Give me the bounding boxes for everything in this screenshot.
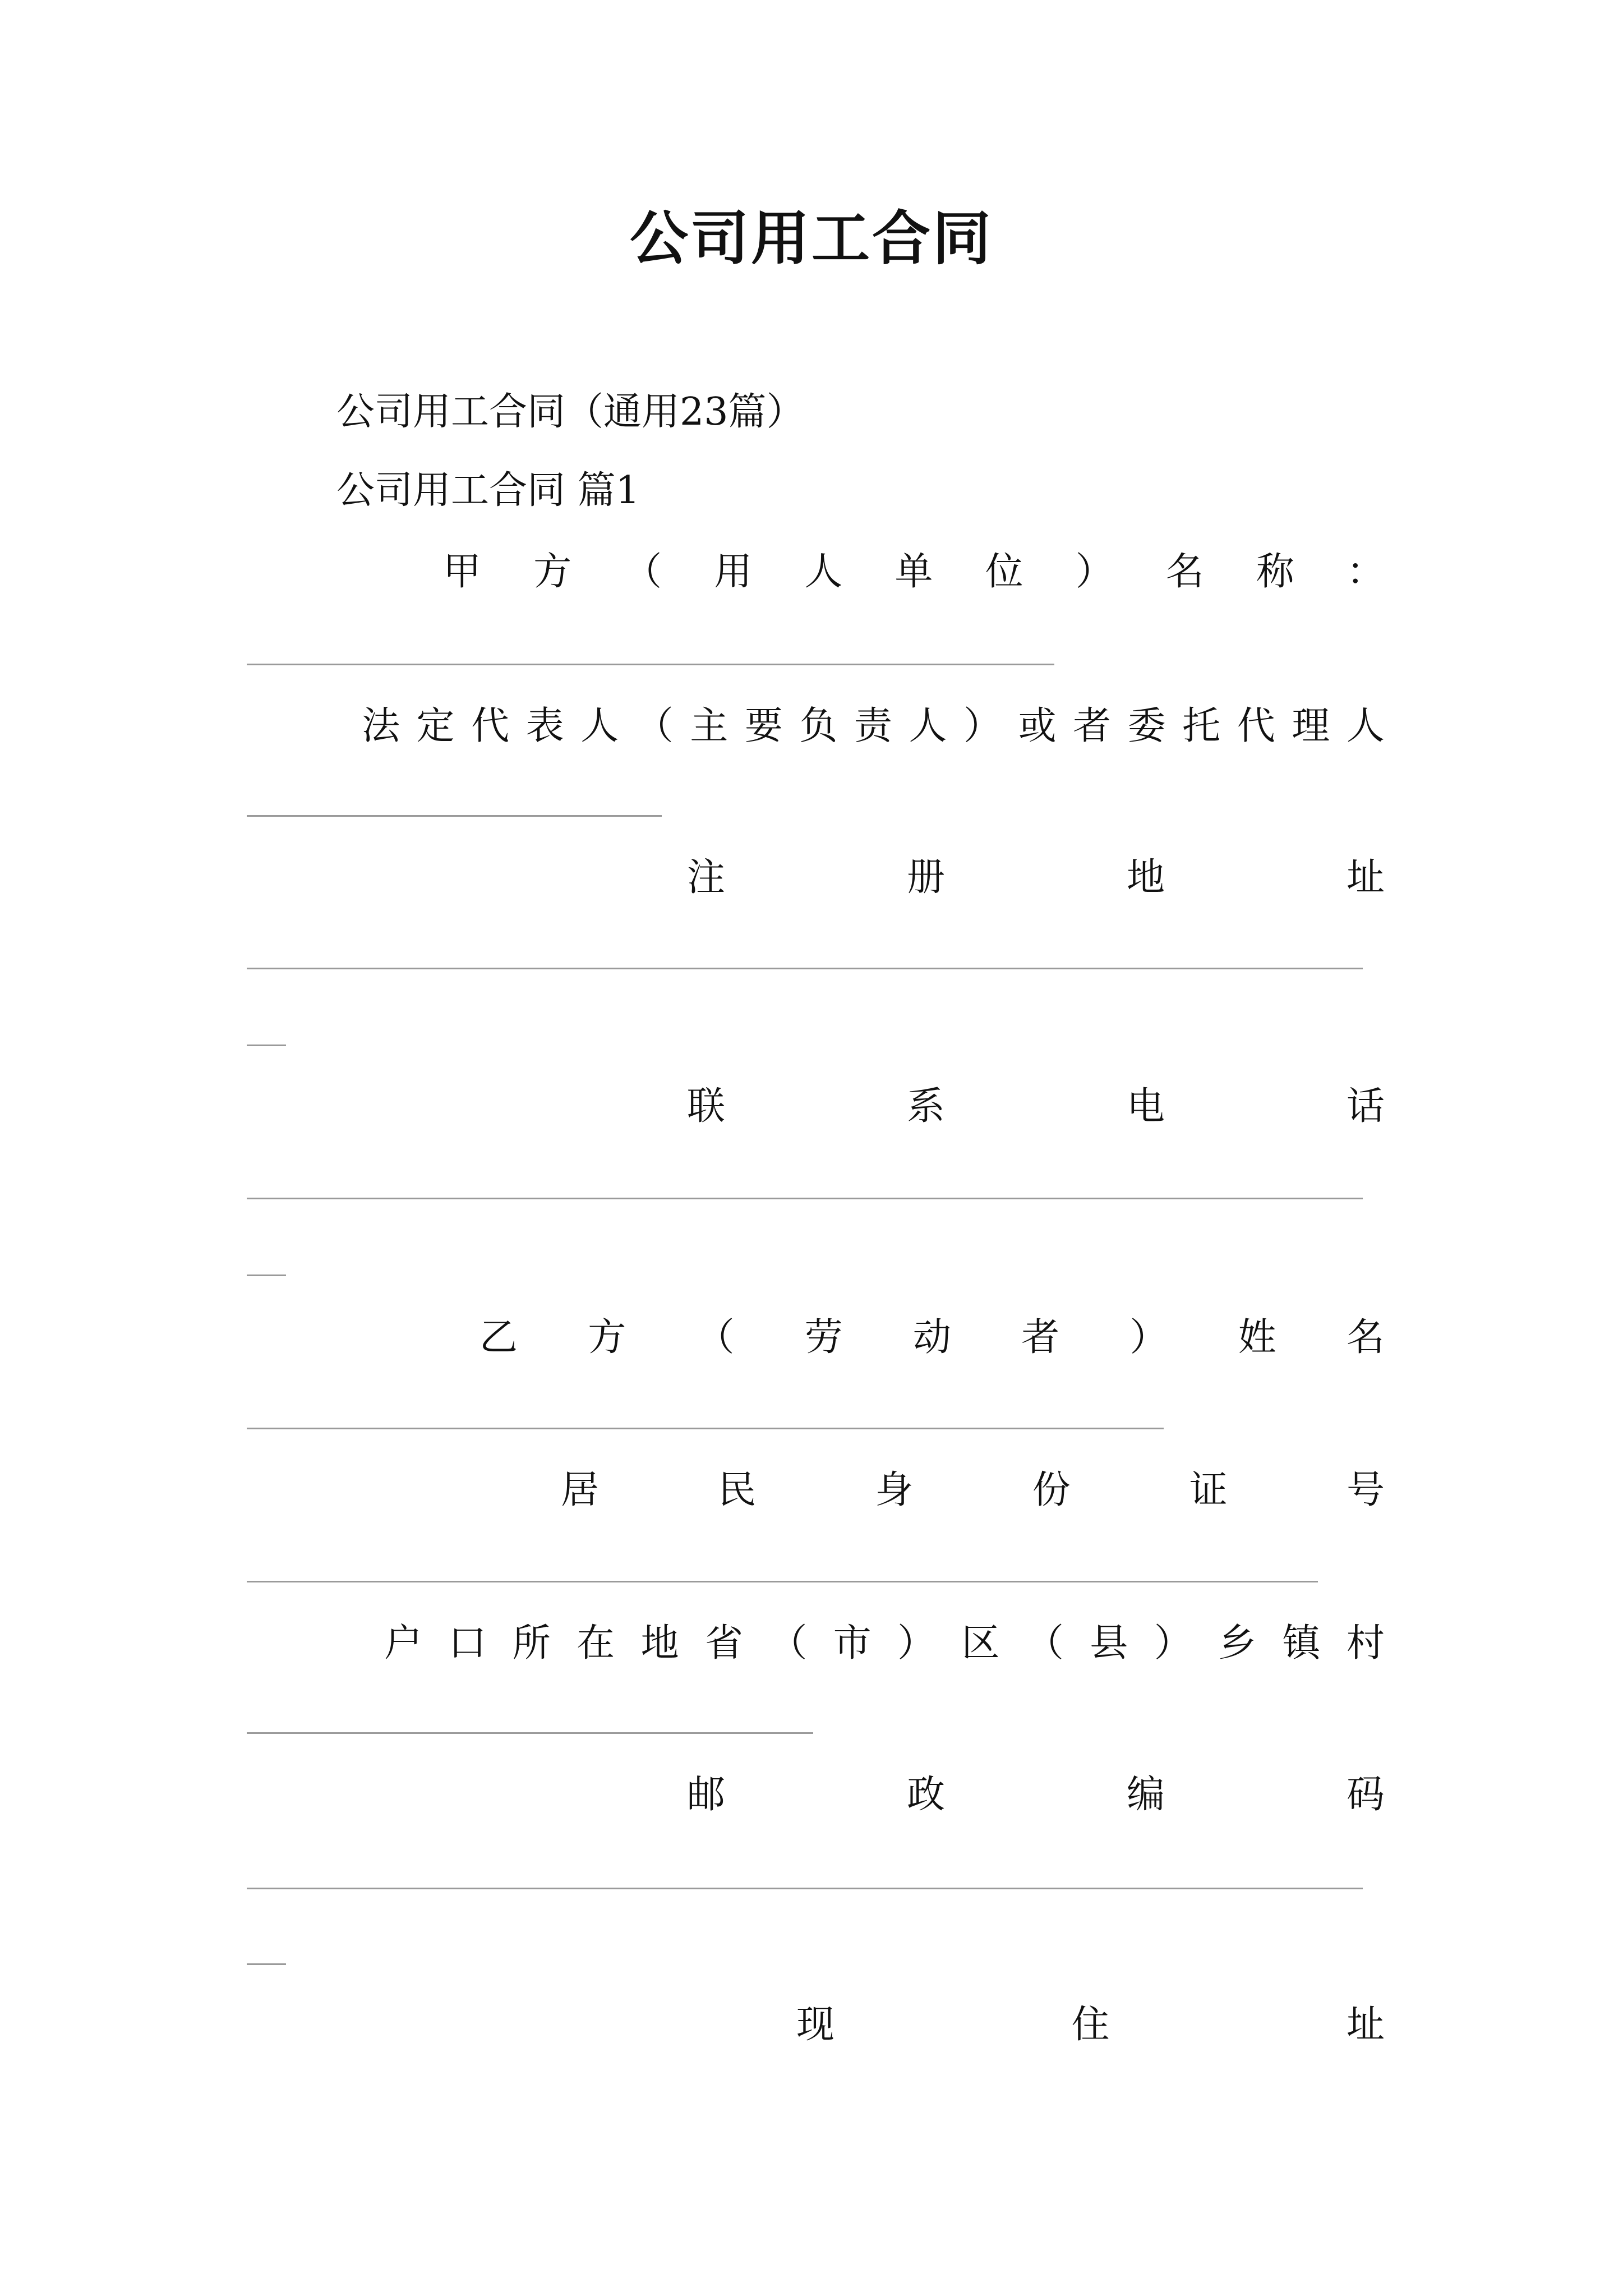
field-char: （ xyxy=(1025,1621,1064,1665)
field-party-b-name xyxy=(479,1313,1385,1363)
field-char: 甲 xyxy=(443,550,482,594)
field-char: 方 xyxy=(588,1315,626,1360)
field-registered-address xyxy=(687,853,1385,903)
field-char: 编 xyxy=(1126,1773,1165,1817)
field-char: 方 xyxy=(533,550,572,594)
field-char: 人 xyxy=(1346,704,1385,748)
field-char: 住 xyxy=(1071,2003,1110,2047)
field-char: ： xyxy=(1346,550,1385,594)
field-char: （ xyxy=(769,1621,808,1665)
field-char: 人 xyxy=(804,550,843,594)
field-char: 人 xyxy=(580,704,619,748)
blank-line xyxy=(247,1888,1363,1889)
field-char: 者 xyxy=(1073,704,1112,748)
field-char: 代 xyxy=(471,704,510,748)
field-char: 邮 xyxy=(687,1773,726,1817)
field-char: ） xyxy=(1075,550,1114,594)
field-char: 居 xyxy=(561,1468,600,1512)
field-char: 负 xyxy=(799,704,838,748)
field-char: 注 xyxy=(687,855,726,900)
blank-line xyxy=(247,1428,1164,1429)
document-subtitle: 公司用工合同（通用23篇） xyxy=(336,390,805,434)
field-char: 话 xyxy=(1346,1084,1385,1129)
field-char: 定 xyxy=(416,704,455,748)
blank-line xyxy=(247,968,1363,969)
field-char: 册 xyxy=(906,855,945,900)
blank-line-tail xyxy=(247,1963,286,1965)
field-char: 电 xyxy=(1126,1084,1165,1129)
blank-line-tail xyxy=(247,1274,286,1276)
field-char: ） xyxy=(1154,1621,1192,1665)
field-char: 系 xyxy=(906,1084,945,1129)
field-char: 理 xyxy=(1292,704,1330,748)
field-char: 份 xyxy=(1032,1468,1071,1512)
field-char: 责 xyxy=(854,704,892,748)
field-postal-code xyxy=(687,1770,1385,1820)
field-char: 劳 xyxy=(804,1315,843,1360)
field-char: 户 xyxy=(384,1621,423,1665)
field-char: 在 xyxy=(577,1621,615,1665)
field-char: ） xyxy=(1129,1315,1168,1360)
field-char: 乡 xyxy=(1218,1621,1257,1665)
field-char: 口 xyxy=(448,1621,487,1665)
field-char: 地 xyxy=(1126,855,1165,900)
field-char: 所 xyxy=(512,1621,551,1665)
blank-line xyxy=(247,1198,1363,1199)
field-char: 姓 xyxy=(1238,1315,1276,1360)
blank-line xyxy=(247,815,662,817)
field-char: 人 xyxy=(909,704,947,748)
field-char: 市 xyxy=(833,1621,872,1665)
field-char: 县 xyxy=(1090,1621,1128,1665)
field-char: 位 xyxy=(985,550,1023,594)
field-char: 身 xyxy=(875,1468,914,1512)
field-char: 称 xyxy=(1256,550,1294,594)
field-char: 乙 xyxy=(479,1315,518,1360)
field-char: 名 xyxy=(1346,1315,1385,1360)
field-char: 址 xyxy=(1346,2003,1385,2047)
field-char: 单 xyxy=(895,550,933,594)
field-current-address xyxy=(796,2000,1385,2050)
field-char: （ xyxy=(624,550,662,594)
field-char: 托 xyxy=(1182,704,1221,748)
field-char: 址 xyxy=(1346,855,1385,900)
field-char: 镇 xyxy=(1282,1621,1321,1665)
field-char: 法 xyxy=(362,704,400,748)
field-char: ） xyxy=(963,704,1002,748)
field-char: 代 xyxy=(1237,704,1275,748)
field-char: 政 xyxy=(906,1773,945,1817)
blank-line xyxy=(247,664,1054,665)
field-char: 联 xyxy=(687,1084,726,1129)
field-char: 表 xyxy=(525,704,564,748)
field-char: （ xyxy=(635,704,674,748)
field-contact-phone xyxy=(687,1082,1385,1132)
field-char: 区 xyxy=(961,1621,1000,1665)
field-char: 现 xyxy=(796,2003,835,2047)
blank-line xyxy=(247,1732,813,1734)
field-char: 民 xyxy=(718,1468,757,1512)
field-household-registration xyxy=(384,1618,1385,1669)
field-char: ） xyxy=(897,1621,936,1665)
field-char: 主 xyxy=(690,704,728,748)
field-party-a-name xyxy=(443,547,1385,597)
field-char: （ xyxy=(696,1315,735,1360)
section-heading: 公司用工合同 篇1 xyxy=(336,468,640,513)
field-char: 或 xyxy=(1018,704,1057,748)
field-char: 证 xyxy=(1189,1468,1228,1512)
blank-line xyxy=(247,1581,1318,1582)
field-legal-representative xyxy=(362,701,1385,752)
field-char: 用 xyxy=(714,550,753,594)
field-char: 者 xyxy=(1021,1315,1060,1360)
field-char: 委 xyxy=(1127,704,1166,748)
field-char: 要 xyxy=(744,704,783,748)
field-char: 村 xyxy=(1346,1621,1385,1665)
field-char: 省 xyxy=(704,1621,743,1665)
field-char: 动 xyxy=(912,1315,951,1360)
document-title: 公司用工合同 xyxy=(629,204,993,273)
field-char: 名 xyxy=(1165,550,1204,594)
field-char: 码 xyxy=(1346,1773,1385,1817)
field-id-number xyxy=(561,1465,1385,1516)
field-char: 地 xyxy=(640,1621,679,1665)
field-char: 号 xyxy=(1346,1468,1385,1512)
blank-line-tail xyxy=(247,1045,286,1046)
